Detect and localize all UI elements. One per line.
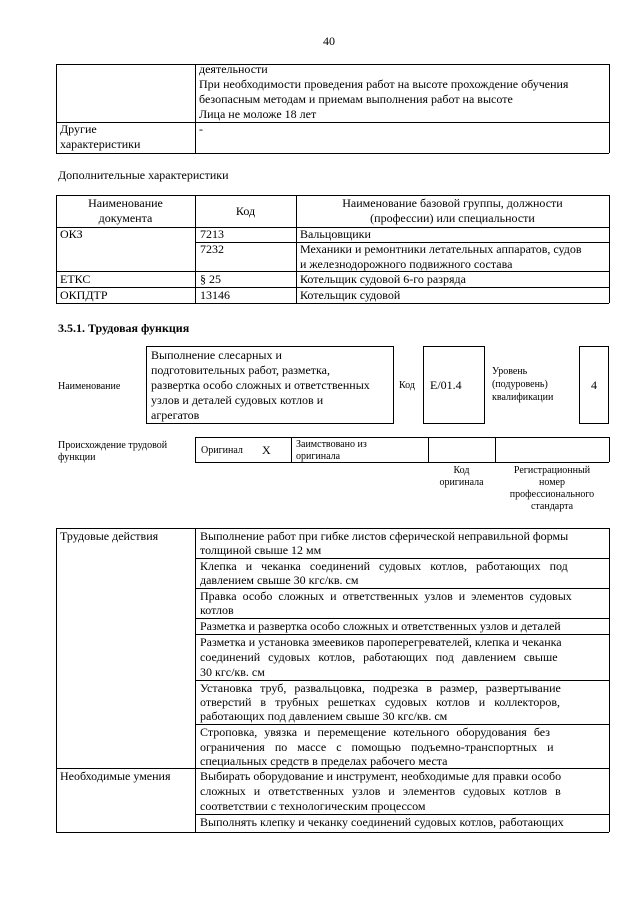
action-line: ограничения по массе с помощью подъемно-транспортных и xyxy=(200,740,554,754)
origin-label: Происхождение трудовой xyxy=(58,440,168,451)
action-line: Правка особо сложных и ответственных узлов и элементов судовых xyxy=(200,589,572,603)
row-code: § 25 xyxy=(200,272,221,286)
skill-line: Выбирать оборудование и инструмент, необходимые для правки особо xyxy=(200,769,562,783)
row-name: Котельщик судовой 6-го разряда xyxy=(300,272,466,286)
action-line: Разметка и установка змеевиков пароперегревателей, клепка и чеканка xyxy=(200,635,562,649)
action-line: Выполнение работ при гибке листов сферической неправильной формы xyxy=(200,529,569,543)
action-line: соединений судовых котлов, работающих под давлением свыше xyxy=(200,650,558,664)
other-characteristics-value: - xyxy=(199,122,203,136)
row-doc: ОКПДТР xyxy=(60,288,108,302)
skill-line: Выполнять клепку и чеканку соединений судовых котлов, работающих xyxy=(200,815,564,829)
code-value: Е/01.4 xyxy=(430,378,462,392)
level-label: квалификации xyxy=(492,392,554,403)
header-name: Наименование базовой группы, должности xyxy=(342,196,563,210)
row-name: и железнодорожного подвижного состава xyxy=(300,257,513,271)
level-label: Уровень xyxy=(492,366,528,377)
row-name: Механики и ремонтники летательных аппаратов, судов xyxy=(300,242,582,256)
top-table-row1-line: Лица не моложе 18 лет xyxy=(199,107,317,121)
borrowed-label: Заимствовано из xyxy=(296,439,367,450)
header-code: Код xyxy=(235,204,256,218)
function-name-line: Выполнение слесарных и xyxy=(151,348,282,362)
code-original-caption: оригинала xyxy=(439,477,484,488)
action-line: котлов xyxy=(200,603,234,617)
action-line: давлением свыше 30 кгс/кв. см xyxy=(200,573,359,587)
action-line: Клепка и чеканка соединений судовых котлов, работающих под xyxy=(200,559,568,573)
reg-number-caption: профессионального xyxy=(509,489,595,500)
action-line: Строповка, увязка и перемещение котельного оборудования без xyxy=(200,725,550,739)
additional-characteristics-title: Дополнительные характеристики xyxy=(58,168,229,182)
function-name-line: агрегатов xyxy=(151,408,200,422)
skills-label: Необходимые умения xyxy=(60,769,171,783)
row-name: Вальцовщики xyxy=(300,227,371,241)
original-mark: Х xyxy=(262,443,271,457)
code-label: Код xyxy=(399,380,415,391)
level-label: (подуровень) xyxy=(492,379,548,390)
code-original-caption: Код xyxy=(453,465,470,476)
origin-label: функции xyxy=(58,452,96,463)
row-code: 13146 xyxy=(200,288,230,302)
function-name-line: подготовительных работ, разметка, xyxy=(151,363,330,377)
action-line: отверстий в трубных решетках судовых котлов и коллекторов, xyxy=(200,695,560,709)
reg-number-caption: Регистрационный xyxy=(513,465,591,476)
borrowed-label: оригинала xyxy=(296,451,341,462)
original-label: Оригинал xyxy=(201,445,243,456)
action-line: толщиной свыше 12 мм xyxy=(200,543,322,557)
top-table-row1-line: деятельности xyxy=(199,62,268,76)
header-doc: документа xyxy=(98,211,153,225)
function-name-line: развертка особо сложных и ответственных xyxy=(151,378,370,392)
skill-line: сложных и ответственных узлов и элементов судовых котлов в xyxy=(200,784,561,798)
name-label: Наименование xyxy=(58,381,121,392)
row-name: Котельщик судовой xyxy=(300,288,401,302)
action-line: специальных средств в пределах рабочего места xyxy=(200,754,448,768)
reg-number-caption: номер xyxy=(539,477,565,488)
row-doc: ОКЗ xyxy=(60,227,83,241)
function-name-line: узлов и деталей судовых котлов и xyxy=(151,393,324,407)
actions-label: Трудовые действия xyxy=(60,529,159,543)
skill-line: соответствии с технологическим процессом xyxy=(200,799,426,813)
action-line: 30 кгс/кв. см xyxy=(200,665,265,679)
page-number: 40 xyxy=(323,34,335,48)
action-line: работающих под давлением свыше 30 кгс/кв. см xyxy=(200,709,448,723)
top-table-row1-line: безопасным методам и приемам выполнения работ на высоте xyxy=(199,92,513,106)
action-line: Установка труб, развальцовка, подрезка в размер, развертывание xyxy=(200,681,561,695)
section-heading: 3.5.1. Трудовая функция xyxy=(58,321,190,335)
row-doc: ЕТКС xyxy=(60,272,91,286)
other-characteristics-label: характеристики xyxy=(60,137,141,151)
reg-number-caption: стандарта xyxy=(530,501,574,512)
header-name: (профессии) или специальности xyxy=(370,211,535,225)
header-doc: Наименование xyxy=(88,196,163,210)
level-value: 4 xyxy=(591,378,597,392)
row-code: 7213 xyxy=(200,227,224,241)
action-line: Разметка и развертка особо сложных и ответственных узлов и деталей xyxy=(200,619,561,633)
row-code: 7232 xyxy=(200,242,224,256)
top-table-row1-line: При необходимости проведения работ на высоте прохождение обучения xyxy=(199,77,569,91)
other-characteristics-label: Другие xyxy=(60,122,97,136)
